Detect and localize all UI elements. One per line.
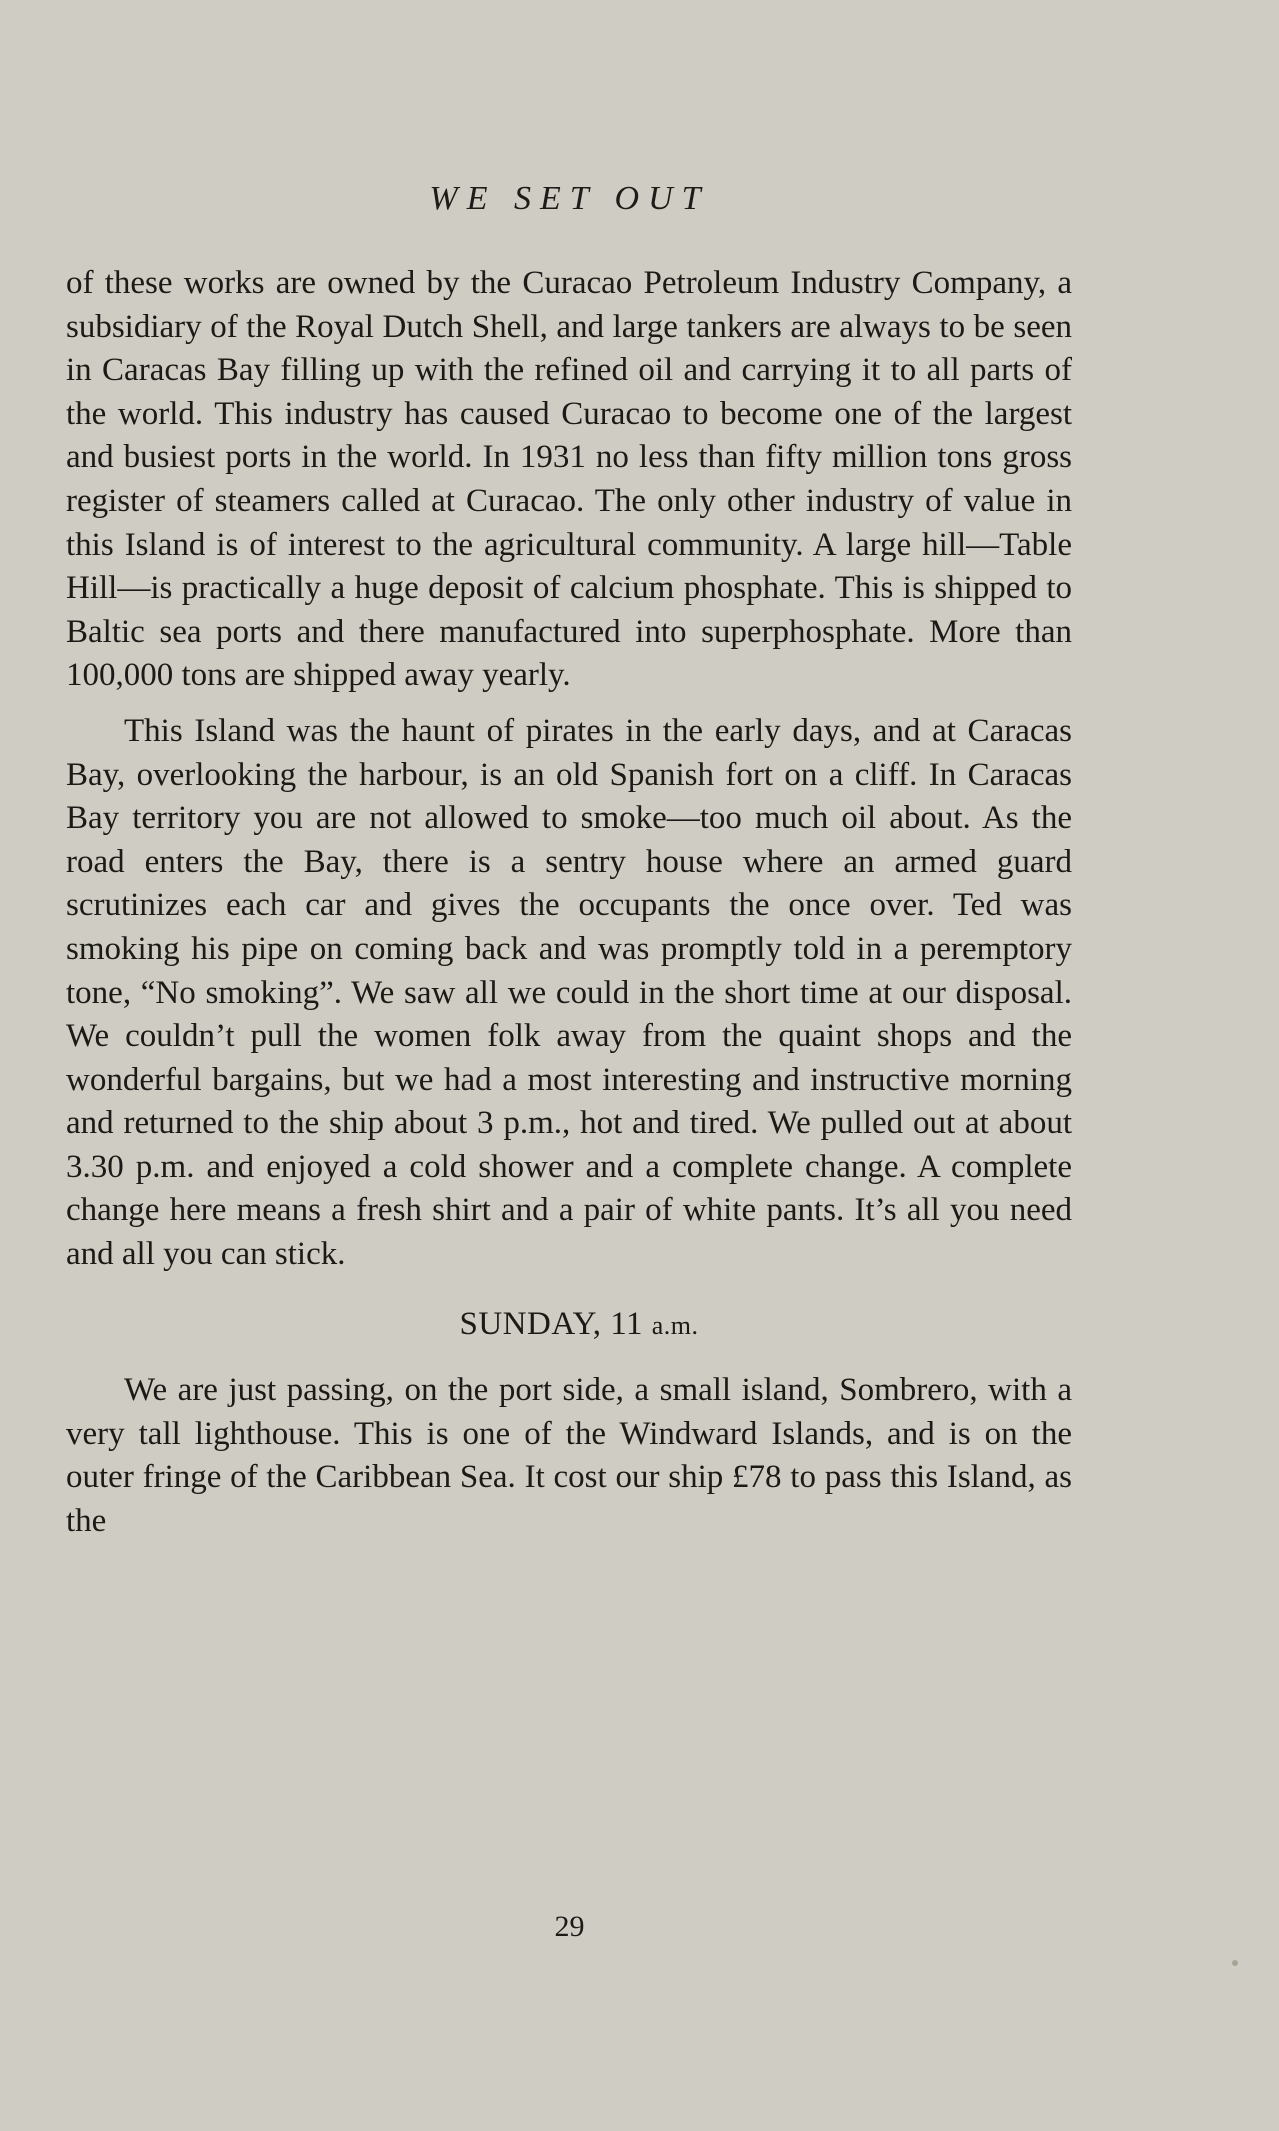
paragraph-sombrero: We are just passing, on the port side, a small island, Sombrero, with a very tall lighthouse. This is one of the Windward Islands, and is on the outer fringe of the Caribbean Sea. It cost our ship £78 to pass this Island, as the [66, 1372, 1072, 1540]
subheading-time: a.m. [651, 1310, 699, 1340]
page-number: 29 [554, 1910, 585, 1943]
body-text [66, 262, 1072, 1544]
subheading-day: SUNDAY, 11 [459, 1305, 643, 1342]
paragraph-pirates: This Island was the haunt of pirates in the early days, and at Caracas Bay, overlooking the harbour, is an old Spanish fort on a cliff. In Caracas Bay territory you are not allowed to smoke—too much oil about. As the road enters the Bay, there is a sentry house where an armed guard scrutinizes each car and gives the occupants the once over. Ted was smoking his pipe on coming back and was promptly told in a peremptory tone, “No smoking”. We saw all we could in the short time at our disposal. We couldn’t pull the women folk away from the quaint shops and the wonderful bargains, but we had a most interesting and instructive morning and returned to the ship about 3 p.m., hot and tired. We pulled out at about 3.30 p.m. and enjoyed a cold shower and a complete change. A complete change here means a fresh shirt and a pair of white pants. It’s all you need and all you can stick. [66, 712, 1072, 1273]
section-subheading [66, 1303, 1072, 1348]
running-head: WE SET OUT [429, 180, 710, 217]
paragraph-continued: of these works are owned by the Curacao Petroleum Industry Company, a subsidiary of the Royal Dutch Shell, and large tankers are always to be seen in Caracas Bay filling up with the refined oil and carrying it to all parts of the world. This industry has caused Curacao to become one of the largest and busiest ports in the world. In 1931 no less than fifty million tons gross register of steamers called at Curacao. The only other industry of value in this Island is of interest to the agricultural community. A large hill—Table Hill—is practically a huge deposit of calcium phosphate. This is shipped to Baltic sea ports and there manufactured into superphosphate. More than 100,000 tons are shipped away yearly. [66, 265, 1072, 694]
paper-speck [1232, 1960, 1238, 1966]
